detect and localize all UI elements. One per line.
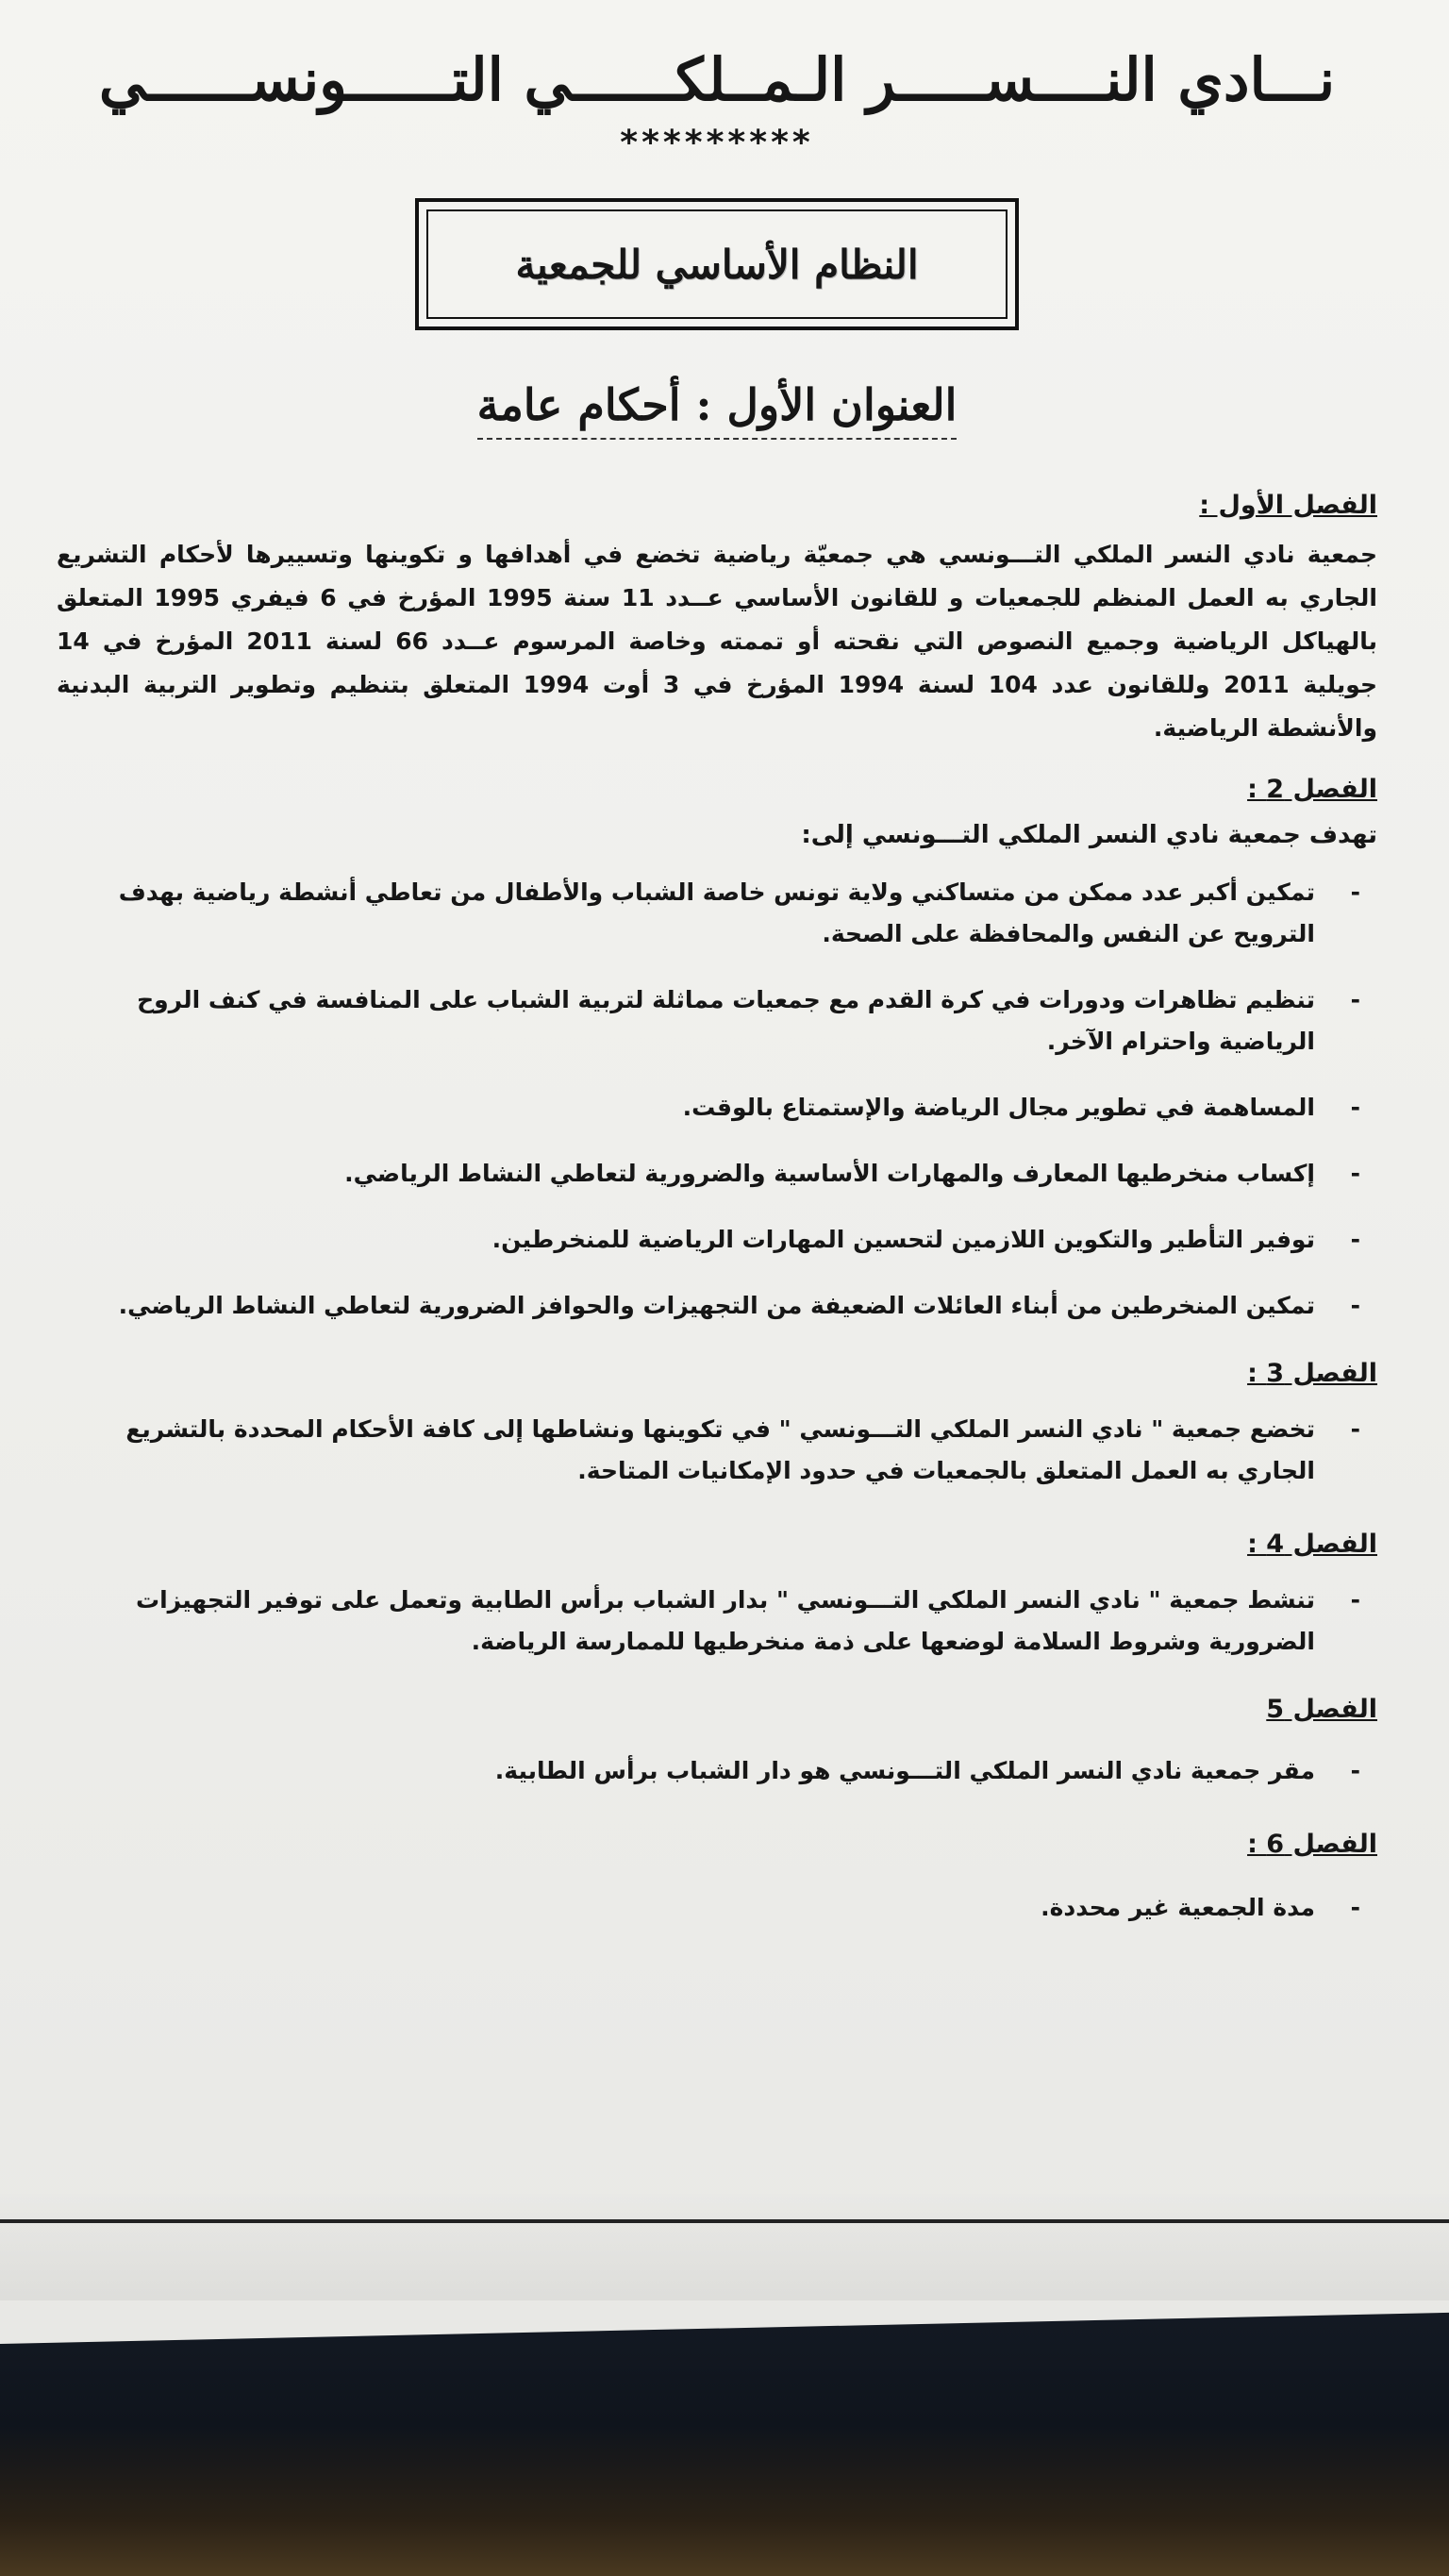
chapter-4: [57, 1530, 1377, 1663]
chapter-2-list: [57, 872, 1377, 1327]
list-item: - مقر جمعية نادي النسر الملكي التـــونسي هو دار الشباب برأس الطابية.: [57, 1750, 1377, 1792]
chapter-4-list: [57, 1580, 1377, 1663]
chapter-5-list: [57, 1750, 1377, 1792]
chapter-6-list: [57, 1887, 1377, 1929]
document-content: [57, 38, 1377, 1929]
list-item: - تنظيم تظاهرات ودورات في كرة القدم مع جمعيات مماثلة لتربية الشباب على المنافسة في كنف الروح الرياضية واحترام الآخر.: [57, 979, 1377, 1062]
page-bottom-rule: [0, 2219, 1449, 2223]
chapter-6: [57, 1830, 1377, 1929]
document-title: النظام الأساسي للجمعية: [426, 209, 1008, 319]
chapter-3: [57, 1359, 1377, 1492]
list-item: - إكساب منخرطيها المعارف والمهارات الأساسية والضرورية لتعاطي النشاط الرياضي.: [57, 1153, 1377, 1195]
list-item: - تنشط جمعية " نادي النسر الملكي التـــونسي " بدار الشباب برأس الطابية وتعمل على توفير التجهيزات الضرورية وشروط السلامة لوضعها على ذمة منخرطيها للممارسة الرياضة.: [57, 1580, 1377, 1663]
chapter-3-title: الفصل 3 :: [1247, 1359, 1377, 1388]
section-heading-text: العنوان الأول : أحكام عامة: [477, 379, 958, 440]
list-item: - مدة الجمعية غير محددة.: [57, 1887, 1377, 1929]
chapter-5-title: الفصل 5: [1266, 1695, 1377, 1724]
list-item: - تخضع جمعية " نادي النسر الملكي التـــونسي " في تكوينها ونشاطها إلى كافة الأحكام المحددة بالتشريع الجاري به العمل المتعلق بالجمعيات في حدود الإمكانيات المتاحة.: [57, 1409, 1377, 1492]
background-surface: [0, 2302, 1449, 2576]
list-item: - توفير التأطير والتكوين اللازمين لتحسين المهارات الرياضية للمنخرطين.: [57, 1219, 1377, 1261]
chapter-3-list: [57, 1409, 1377, 1492]
chapter-2-intro: تهدف جمعية نادي النسر الملكي التـــونسي إلى:: [801, 821, 1377, 849]
document-title-frame: [415, 198, 1019, 330]
list-item: - المساهمة في تطوير مجال الرياضة والإستمتاع بالوقت.: [57, 1087, 1377, 1129]
section-heading: [57, 379, 1377, 430]
chapter-6-title: الفصل 6 :: [1247, 1830, 1377, 1859]
list-item: - تمكين أكبر عدد ممكن من متساكني ولاية تونس خاصة الشباب والأطفال من تعاطي أنشطة رياضية بهدف الترويح عن النفس والمحافظة على الصحة.: [57, 872, 1377, 955]
chapter-2-title: الفصل 2 :: [1247, 775, 1377, 804]
chapter-2: [57, 775, 1377, 1327]
list-item: - تمكين المنخرطين من أبناء العائلات الضعيفة من التجهيزات والحوافز الضرورية لتعاطي النشاط الرياضي.: [57, 1285, 1377, 1327]
chapter-4-title: الفصل 4 :: [1247, 1530, 1377, 1559]
chapter-5: [57, 1695, 1377, 1792]
stars-separator: *********: [620, 124, 814, 162]
chapter-1-paragraph: جمعية نادي النسر الملكي التـــونسي هي جمعيّة رياضية تخضع في أهدافها و تكوينها وتسييرها لأحكام التشريع الجاري به العمل المنظم للجمعيات و للقانون الأساسي عــدد 11 سنة 1995 المؤرخ في 6 فيفري 1995 المتعلق بالهياكل الرياضية وجميع النصوص التي نقحته أو تممته وخاصة المرسوم عــدد 66 لسنة 2011 المؤرخ في 14 جويلية 2011 وللقانون عدد 104 لسنة 1994 المؤرخ في 3 أوت 1994 المتعلق بتنظيم وتطوير التربية البدنية والأنشطة الرياضية.: [57, 541, 1378, 742]
club-name: نـــادي النــــســـــر الـمــلكــــــي التــــــونســــــي: [98, 45, 1336, 114]
chapter-1: [57, 491, 1377, 750]
chapter-1-title: الفصل الأول :: [1199, 491, 1377, 520]
